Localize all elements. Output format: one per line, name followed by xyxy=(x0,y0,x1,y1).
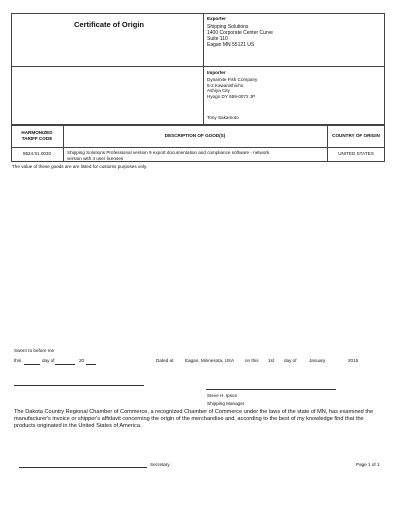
description-cell xyxy=(67,150,325,161)
dated-on-this: on this xyxy=(245,358,259,363)
header-divider xyxy=(203,13,204,125)
sworn-year-blank xyxy=(86,364,96,365)
tariff-header-line: HARMONIZED xyxy=(21,130,53,135)
sworn-month-blank xyxy=(55,364,75,365)
importer-label: Importer xyxy=(207,70,226,75)
table-header-divider xyxy=(11,147,385,148)
value-note: The value of these goods are are listed for customs purposes only. xyxy=(12,164,148,169)
country-header: COUNTRY OF ORIGIN xyxy=(332,133,380,138)
exporter-line: Suite 110 xyxy=(207,36,228,42)
exporter-line: Eagan MN 55121 US xyxy=(207,42,255,48)
signer-title: Shipping Manager xyxy=(207,401,245,406)
dated-year: 2015 xyxy=(348,358,359,363)
importer-line: Hyogo DY 659-0072 JP xyxy=(207,93,256,99)
sworn-day-of: day of xyxy=(42,358,55,363)
exporter-address xyxy=(207,24,273,48)
notary-signature-line xyxy=(14,385,144,386)
tariff-header-line: TARIFF CODE xyxy=(21,135,53,141)
importer-line: Dynamite Fish Company xyxy=(207,77,258,82)
dated-day: 1st xyxy=(268,358,275,363)
sworn-label: Sworn to before me xyxy=(14,348,55,353)
page-number: Page 1 of 1 xyxy=(356,462,380,467)
header-box xyxy=(11,13,385,125)
signer-name: Steve H. Ipson xyxy=(207,393,238,398)
exporter-label: Exporter xyxy=(207,16,226,21)
exporter-line: Shipping Solutions xyxy=(207,24,249,30)
dated-at: Dated at xyxy=(156,358,174,363)
signer-signature-line xyxy=(206,389,336,390)
secretary-signature-line xyxy=(19,467,147,468)
exporter-importer-divider xyxy=(11,66,385,67)
dated-month: January xyxy=(309,358,326,363)
country-cell: UNITED STATES xyxy=(338,151,374,156)
exporter-line: 1400 Corporate Center Curve xyxy=(207,30,273,36)
description-line: version with 4 user licenses xyxy=(67,155,124,161)
table-col-divider-1 xyxy=(63,125,64,162)
chamber-statement: The Dakota Country Regional Chamber of Commerce, a recognized Chamber of Commerce under the laws of the state of MN, has examined the manufacturer's invoice or shipper's affidavit concerning the origin of the merchandise and, according to the best of my knowledge find that the products originated in the United States of America. xyxy=(14,409,374,429)
importer-line: 5-2 Kawanishicho xyxy=(207,82,244,88)
sworn-this: this xyxy=(14,358,22,363)
tariff-header xyxy=(11,130,63,141)
description-header: DESCRIPTION OF GOOD(S) xyxy=(164,133,226,138)
secretary-label: Secretary xyxy=(150,462,170,467)
document-title: Certificate of Origin xyxy=(74,20,145,29)
dated-place: Eagan, Minnesota, USA xyxy=(185,358,235,363)
importer-line: Ashiya City xyxy=(207,88,230,94)
description-line: Shipping Solutions Professional version 9 export documentation and compliance software - network xyxy=(67,150,270,155)
dated-day-of: day of xyxy=(284,358,297,363)
importer-address xyxy=(207,77,257,99)
sworn-year-prefix: 20 xyxy=(79,358,85,363)
tariff-cell: 8524.91.0030 xyxy=(22,151,52,156)
importer-contact: Tony Sakamoto xyxy=(207,115,239,120)
sworn-day-blank xyxy=(24,364,40,365)
